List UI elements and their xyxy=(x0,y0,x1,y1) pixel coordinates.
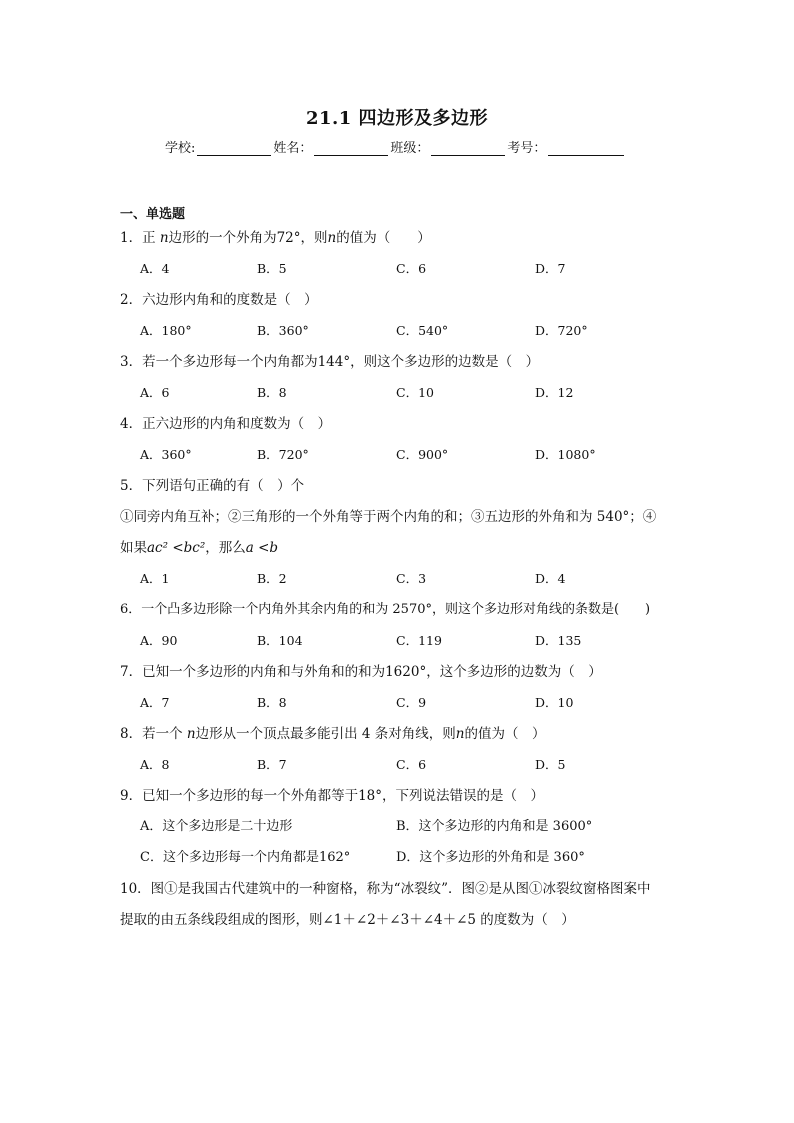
question-2-options xyxy=(120,320,680,351)
question-6-options xyxy=(120,630,680,661)
question-3-options xyxy=(120,382,680,413)
exam-no-label: 考号： xyxy=(507,141,547,156)
option-d[interactable]: D．这个多边形的外角和是 360° xyxy=(396,850,585,865)
name-blank[interactable] xyxy=(314,141,388,156)
option-d[interactable]: D．5 xyxy=(535,757,566,772)
option-a[interactable]: A．6 xyxy=(140,385,170,400)
option-c[interactable]: C．这个多边形每一个内角都是162° xyxy=(140,850,351,865)
school-blank[interactable] xyxy=(197,141,271,156)
question-10: 10．图①是我国古代建筑中的一种窗格，称为“冰裂纹”．图②是从图①冰裂纹窗格图案中 xyxy=(120,881,651,897)
question-5: 5．下列语句正确的有（ ）个 xyxy=(120,478,305,494)
question-8: 8．若一个 n边形从一个顶点最多能引出 4 条对角线，则n的值为（ ） xyxy=(120,726,546,742)
option-a[interactable]: A．1 xyxy=(140,571,170,586)
option-c[interactable]: C．900° xyxy=(396,447,449,462)
question-5-statements: ①同旁内角互补；②三角形的一个外角等于两个内角的和；③五边形的外角和为 540°；④ xyxy=(120,509,657,525)
page-title: 21.1 四边形及多边形 xyxy=(305,108,489,129)
option-c[interactable]: C．9 xyxy=(396,695,427,710)
option-c[interactable]: C．6 xyxy=(396,757,427,772)
name-label: 姓名： xyxy=(273,141,313,156)
question-1: 1．正 n边形的一个外角为72°，则n的值为（ ） xyxy=(120,230,431,246)
option-d[interactable]: D．1080° xyxy=(535,447,596,462)
option-a[interactable]: A．4 xyxy=(140,261,170,276)
option-a[interactable]: A．180° xyxy=(140,323,192,338)
option-c[interactable]: C．119 xyxy=(396,633,442,648)
option-a[interactable]: A．90 xyxy=(140,633,178,648)
option-d[interactable]: D．135 xyxy=(535,633,582,648)
option-a[interactable]: A．360° xyxy=(140,447,192,462)
option-c[interactable]: C．10 xyxy=(396,385,434,400)
question-1-options xyxy=(120,258,680,289)
question-4: 4．正六边形的内角和度数为（ ） xyxy=(120,416,332,432)
school-label: 学校: xyxy=(165,141,196,156)
question-9-options-row-1 xyxy=(120,816,680,847)
option-c[interactable]: C．540° xyxy=(396,323,449,338)
question-5-options xyxy=(120,568,680,599)
option-a[interactable]: A．7 xyxy=(140,695,170,710)
question-4-options xyxy=(120,444,680,475)
option-b[interactable]: B．5 xyxy=(257,261,287,276)
question-9: 9．已知一个多边形的每一个外角都等于18°，下列说法错误的是（ ） xyxy=(120,788,545,804)
question-2: 2．六边形内角和的度数是（ ） xyxy=(120,292,318,308)
question-3: 3．若一个多边形每一个内角都为144°，则这个多边形的边数是（ ） xyxy=(120,354,540,370)
option-b[interactable]: B．2 xyxy=(257,571,287,586)
option-d[interactable]: D．7 xyxy=(535,261,566,276)
class-blank[interactable] xyxy=(431,141,505,156)
class-label: 班级： xyxy=(390,141,430,156)
option-b[interactable]: B．8 xyxy=(257,385,287,400)
exam-no-blank[interactable] xyxy=(548,141,624,156)
section-heading: 一、单选题 xyxy=(120,207,186,222)
option-a[interactable]: A．8 xyxy=(140,757,170,772)
option-d[interactable]: D．4 xyxy=(535,571,566,586)
student-info-line xyxy=(165,137,626,156)
option-b[interactable]: B．8 xyxy=(257,695,287,710)
question-5-statement-4: 如果ac² <bc²，那么a <b xyxy=(120,540,279,556)
option-a[interactable]: A．这个多边形是二十边形 xyxy=(140,819,293,834)
option-d[interactable]: D．10 xyxy=(535,695,574,710)
option-c[interactable]: C．3 xyxy=(396,571,427,586)
option-b[interactable]: B．360° xyxy=(257,323,309,338)
question-list xyxy=(120,227,680,940)
option-b[interactable]: B．这个多边形的内角和是 3600° xyxy=(396,819,593,834)
question-9-options-row-2 xyxy=(120,847,680,878)
question-7: 7．已知一个多边形的内角和与外角和的和为1620°，这个多边形的边数为（ ） xyxy=(120,664,602,680)
question-6: 6．一个凸多边形除一个内角外其余内角的和为 2570°，则这个多边形对角线的条数是( ) xyxy=(120,602,651,617)
option-b[interactable]: B．104 xyxy=(257,633,303,648)
question-10-continued: 提取的由五条线段组成的图形，则∠1＋∠2＋∠3＋∠4＋∠5 的度数为（ ） xyxy=(120,912,575,928)
question-8-options xyxy=(120,754,680,785)
option-d[interactable]: D．12 xyxy=(535,385,574,400)
option-c[interactable]: C．6 xyxy=(396,261,427,276)
option-b[interactable]: B．720° xyxy=(257,447,309,462)
question-7-options xyxy=(120,692,680,723)
option-d[interactable]: D．720° xyxy=(535,323,588,338)
option-b[interactable]: B．7 xyxy=(257,757,287,772)
